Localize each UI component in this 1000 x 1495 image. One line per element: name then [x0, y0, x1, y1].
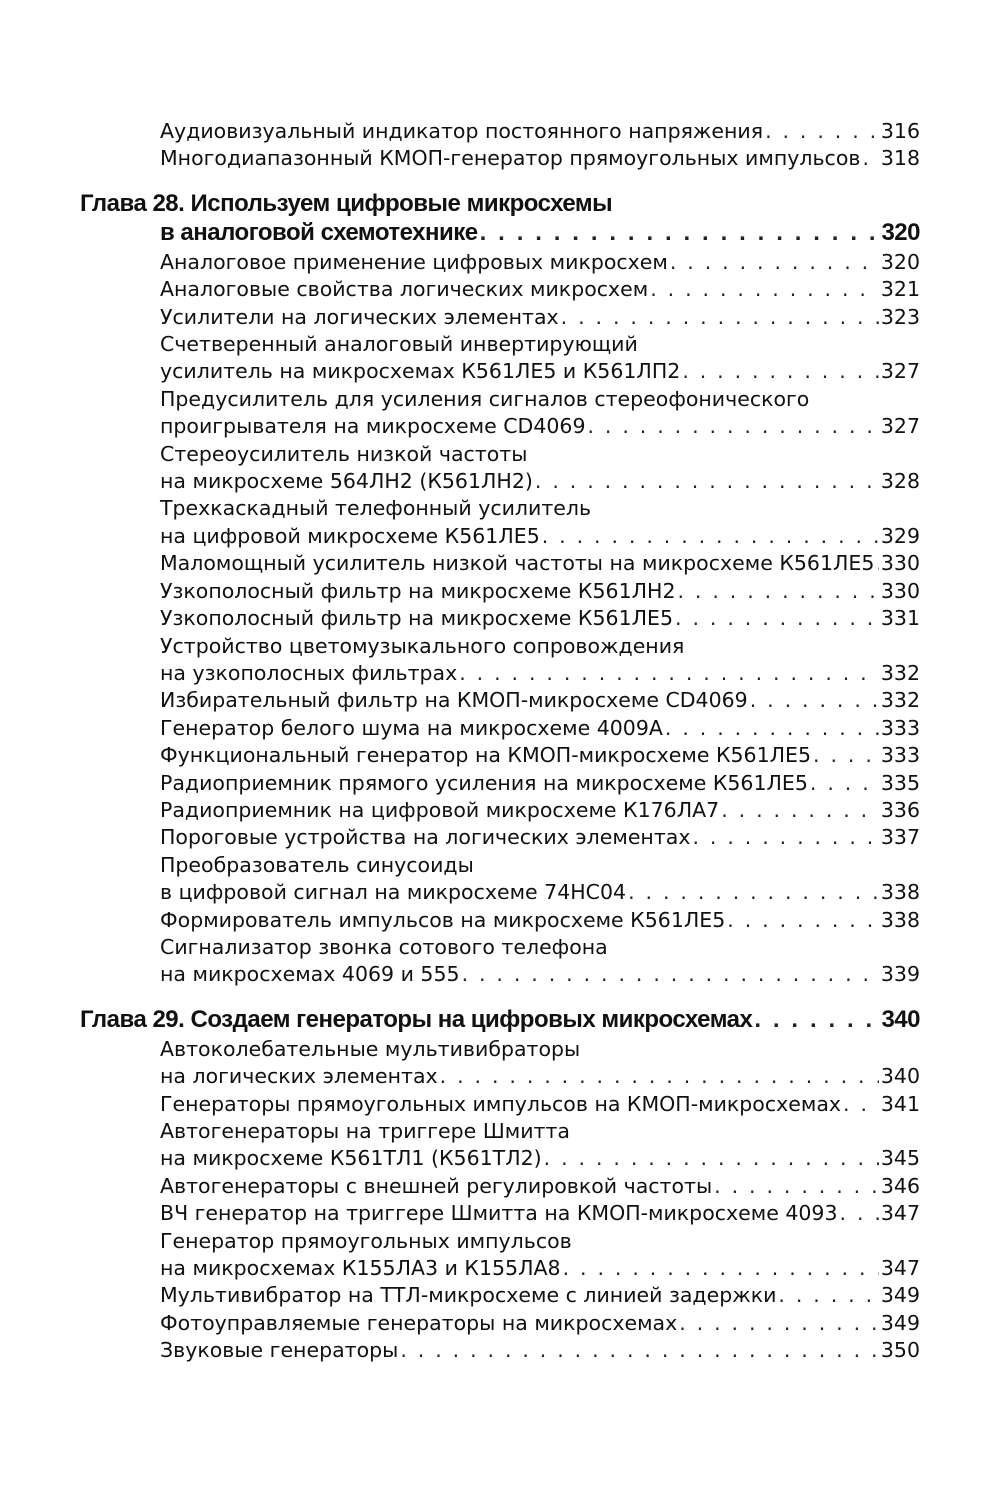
toc-entry-line: [160, 852, 920, 879]
chapter-29-label: Глава 29.: [80, 1005, 185, 1033]
toc-entry-title: Автогенераторы с внешней регулировкой частоты: [160, 1173, 713, 1198]
toc-entry-page: 318: [880, 146, 920, 171]
toc-entry[interactable]: [160, 1036, 920, 1091]
toc-entry-page: 316: [880, 119, 920, 143]
toc-entry-page: 346: [880, 1173, 920, 1198]
leader-dots: [754, 1005, 879, 1034]
toc-entry-line: [160, 1255, 920, 1282]
toc-entry-title: Фотоуправляемые генераторы на микросхемах: [160, 1310, 678, 1335]
toc-entry-title: Узкополосный фильтр на микросхеме К561ЛЕ5: [160, 606, 674, 631]
toc-entry-line: [160, 1118, 920, 1145]
chapter-28-title-line: [80, 189, 920, 218]
chapter-29-entries: [0, 1036, 1000, 1365]
leader-dots: [714, 1173, 879, 1200]
toc-entry-title: Аналоговые свойства логических микросхем: [160, 277, 649, 302]
toc-entry-title: Счетверенный аналоговый инвертирующий: [160, 332, 638, 357]
toc-entry-line: [160, 249, 920, 276]
toc-entry-title: Звуковые генераторы: [160, 1338, 399, 1363]
toc-entry-title: Генератор прямоугольных импульсов: [160, 1228, 572, 1253]
leader-dots: [840, 1200, 879, 1227]
toc-entry[interactable]: [160, 687, 920, 714]
leader-dots: [561, 304, 879, 331]
toc-entry-title: Автоколебательные мультивибраторы: [160, 1036, 581, 1061]
leader-dots: [670, 249, 879, 276]
toc-entry-title: Аналоговое применение цифровых микросхем: [160, 249, 668, 274]
toc-entry[interactable]: [160, 1173, 920, 1200]
toc-entry-line: [160, 1091, 920, 1118]
toc-entry-line: [160, 386, 920, 413]
toc-entry[interactable]: [160, 1118, 920, 1173]
toc-entry-page: 330: [880, 578, 920, 603]
toc-entry-title: Генератор белого шума на микросхеме 4009A: [160, 715, 663, 740]
toc-entry-title: Маломощный усилитель низкой частоты на микросхеме К561ЛЕ5: [160, 551, 875, 576]
toc-entry[interactable]: [160, 1310, 920, 1337]
toc-entry-page: 327: [880, 414, 920, 439]
toc-entry-line: [160, 742, 920, 769]
toc-entry-line: [160, 468, 920, 495]
toc-entry-page: 339: [880, 962, 920, 987]
toc-entry-page: 345: [880, 1146, 920, 1171]
toc-entry-line: [160, 934, 920, 961]
leader-dots: [682, 358, 879, 385]
toc-entry-title: Автогенераторы на триггере Шмитта: [160, 1119, 570, 1143]
toc-entry[interactable]: [160, 276, 920, 303]
toc-entry-title: усилитель на микросхемах К561ЛЕ5 и К561ЛП2: [160, 359, 681, 384]
toc-entry-title: Устройство цветомузыкального сопровождения: [160, 633, 685, 658]
toc-entry-line: [160, 824, 920, 851]
leader-dots: [563, 1255, 879, 1282]
toc-entry-title: на микросхемах К155ЛА3 и К155ЛА8: [160, 1256, 561, 1281]
toc-entry-line: [160, 879, 920, 906]
toc-entry-title: ВЧ генератор на триггере Шмитта на КМОП-микросхеме 4093: [160, 1201, 838, 1226]
toc-entry[interactable]: [160, 495, 920, 550]
leader-dots: [459, 660, 879, 687]
leader-dots: [778, 1282, 878, 1309]
toc-entry-title: Стереоусилитель низкой частоты: [160, 441, 528, 466]
toc-entry-page: 331: [880, 606, 920, 631]
toc-entry-page: 333: [880, 743, 920, 768]
toc-entry[interactable]: [160, 715, 920, 742]
toc-entry-line: [160, 1173, 920, 1200]
toc-entry-page: 320: [880, 249, 920, 274]
toc-entry-line: [160, 358, 920, 385]
toc-entry-page: 349: [880, 1283, 920, 1308]
toc-entry-title: на микросхеме К561ТЛ1 (К561ТЛ2): [160, 1146, 542, 1171]
toc-entry-title: Генераторы прямоугольных импульсов на КМОП-микросхемах: [160, 1091, 842, 1116]
toc-page: [0, 118, 1000, 1365]
leader-dots: [862, 145, 878, 172]
toc-entry-title: Усилители на логических элементах: [160, 304, 559, 329]
chapter-29-page: 340: [881, 1005, 920, 1033]
toc-entry-page: 338: [880, 880, 920, 905]
toc-entry[interactable]: [160, 1091, 920, 1118]
toc-entry-page: 329: [880, 523, 920, 548]
leader-dots: [692, 824, 878, 851]
leader-dots: [628, 879, 879, 906]
toc-entry-page: 338: [880, 907, 920, 932]
leader-dots: [721, 797, 879, 824]
chapter-29-heading[interactable]: [80, 1005, 920, 1034]
toc-entry-title: Избирательный фильтр на КМОП-микросхеме CD4069: [160, 688, 748, 713]
toc-entry-page: 337: [880, 825, 920, 850]
leader-dots: [727, 907, 879, 934]
toc-entry[interactable]: [160, 441, 920, 496]
toc-entry[interactable]: [160, 934, 920, 989]
chapter-29-title-1: Создаем генераторы на цифровых микросхемах: [190, 1005, 753, 1033]
toc-entry-title: на микросхеме 564ЛН2 (К561ЛН2): [160, 469, 533, 494]
toc-entry-page: 349: [880, 1310, 920, 1335]
chapter-28-title-line-2: [80, 218, 920, 247]
toc-entry-line: [160, 578, 920, 605]
toc-entry-page: 321: [880, 277, 920, 302]
toc-entry-title: Радиоприемник прямого усиления на микросхеме К561ЛЕ5: [160, 770, 808, 795]
toc-entry-line: [160, 441, 920, 468]
toc-entry-page: 330: [880, 551, 920, 576]
toc-entry-title: Трехкаскадный телефонный усилитель: [160, 496, 592, 521]
toc-entry[interactable]: [160, 578, 920, 605]
toc-entry-line: [160, 495, 920, 522]
toc-entry-title: Радиоприемник на цифровой микросхеме К176ЛА7: [160, 797, 720, 822]
toc-entry-page: 340: [880, 1064, 920, 1089]
toc-entry-line: [160, 413, 920, 440]
toc-entry-page: 323: [880, 304, 920, 329]
toc-entry-line: [160, 687, 920, 714]
toc-entry[interactable]: [160, 304, 920, 331]
chapter-28-page: 320: [881, 218, 920, 246]
chapter-28-heading[interactable]: [80, 189, 920, 247]
toc-entry-line: [160, 1228, 920, 1255]
toc-entry-page: 350: [880, 1338, 920, 1363]
toc-entry-page: 335: [880, 770, 920, 795]
chapter-29-title-line: [80, 1005, 920, 1034]
toc-entry-line: [160, 633, 920, 660]
toc-entry-title: Функциональный генератор на КМОП-микросхеме К561ЛЕ5: [160, 743, 812, 768]
toc-entry[interactable]: [160, 797, 920, 824]
leader-dots: [462, 961, 879, 988]
toc-entry-line: [160, 1036, 920, 1063]
toc-entry-line: [160, 145, 920, 172]
toc-entry-page: 332: [880, 660, 920, 685]
leader-dots: [679, 1310, 879, 1337]
toc-entry-title: Узкополосный фильтр на микросхеме К561ЛН2: [160, 578, 676, 603]
toc-entry[interactable]: [160, 331, 920, 386]
leader-dots: [750, 687, 879, 714]
toc-entry-line: [160, 550, 920, 577]
toc-entry-page: 328: [880, 469, 920, 494]
toc-entry-page: 347: [880, 1256, 920, 1281]
toc-entry-line: [160, 523, 920, 550]
leader-dots: [544, 1145, 879, 1172]
toc-entry-page: 336: [880, 797, 920, 822]
toc-entry-page: 347: [880, 1201, 920, 1226]
toc-entry-line: [160, 907, 920, 934]
toc-entry[interactable]: [160, 118, 920, 145]
toc-entry-line: [160, 660, 920, 687]
toc-entry[interactable]: [160, 1200, 920, 1227]
toc-entry-page: 327: [880, 359, 920, 384]
toc-entry[interactable]: [160, 742, 920, 769]
toc-entry-title: проигрывателя на микросхеме CD4069: [160, 414, 586, 439]
toc-entry[interactable]: [160, 824, 920, 851]
toc-entry[interactable]: [160, 386, 920, 441]
toc-entry-line: [160, 797, 920, 824]
toc-entry-title: на узкополосных фильтрах: [160, 660, 458, 685]
leader-dots: [665, 715, 879, 742]
toc-entry-line: [160, 276, 920, 303]
toc-entry-title: Аудиовизуальный индикатор постоянного напряжения: [160, 119, 764, 143]
toc-entry[interactable]: [160, 145, 920, 172]
toc-entry[interactable]: [160, 633, 920, 688]
toc-entry[interactable]: [160, 249, 920, 276]
toc-entry-title: на логических элементах: [160, 1064, 438, 1089]
leader-dots: [535, 468, 879, 495]
toc-entry-line: [160, 1063, 920, 1090]
toc-entry-title: Формирователь импульсов на микросхеме К561ЛЕ5: [160, 907, 726, 932]
toc-entry-line: [160, 961, 920, 988]
toc-entry[interactable]: [160, 1282, 920, 1309]
toc-entry-line: [160, 1145, 920, 1172]
toc-entry-line: [160, 331, 920, 358]
leader-dots: [588, 413, 879, 440]
leader-dots: [542, 523, 879, 550]
chapter-28-title-1: Используем цифровые микросхемы: [190, 189, 613, 217]
leader-dots: [650, 276, 879, 303]
toc-entry-title: Сигнализатор звонка сотового телефона: [160, 934, 608, 959]
toc-entry-page: 332: [880, 688, 920, 713]
toc-entry[interactable]: [160, 852, 920, 907]
leader-dots: [675, 605, 879, 632]
toc-entry-title: Мультивибратор на ТТЛ-микросхеме с линией задержки: [160, 1283, 777, 1308]
toc-entry-title: на цифровой микросхеме К561ЛЕ5: [160, 523, 540, 548]
toc-entry-line: [160, 1310, 920, 1337]
toc-entry-line: [160, 1337, 920, 1364]
leader-dots: [876, 550, 878, 577]
toc-entry-line: [160, 118, 920, 145]
toc-entry-title: Предусилитель для усиления сигналов стереофонического: [160, 386, 810, 411]
toc-entry-title: на микросхемах 4069 и 555: [160, 962, 460, 987]
chapter-28-title-2: в аналоговой схемотехнике: [160, 218, 478, 246]
toc-entry-line: [160, 770, 920, 797]
leader-dots: [813, 742, 879, 769]
toc-entry[interactable]: [160, 770, 920, 797]
toc-entry-title: Преобразователь синусоиды: [160, 852, 474, 877]
toc-entry[interactable]: [160, 1337, 920, 1364]
toc-entry-line: [160, 605, 920, 632]
toc-pre-entries: [0, 118, 1000, 173]
chapter-28-entries: [0, 249, 1000, 989]
toc-entry-line: [160, 304, 920, 331]
chapter-28-label: Глава 28.: [80, 189, 185, 217]
leader-dots: [440, 1063, 879, 1090]
toc-entry-title: Пороговые устройства на логических элементах: [160, 825, 691, 850]
leader-dots: [810, 770, 879, 797]
toc-entry[interactable]: [160, 605, 920, 632]
toc-entry-title: в цифровой сигнал на микросхеме 74HC04: [160, 880, 627, 905]
toc-entry[interactable]: [160, 907, 920, 934]
toc-entry-line: [160, 1282, 920, 1309]
toc-entry[interactable]: [160, 1228, 920, 1283]
leader-dots: [765, 118, 879, 145]
toc-entry-line: [160, 1200, 920, 1227]
leader-dots: [843, 1091, 879, 1118]
toc-entry-page: 341: [880, 1091, 920, 1116]
toc-entry-page: 333: [880, 715, 920, 740]
toc-entry-line: [160, 715, 920, 742]
leader-dots: [480, 218, 880, 247]
leader-dots: [400, 1337, 879, 1364]
toc-entry[interactable]: [160, 550, 920, 577]
leader-dots: [677, 578, 878, 605]
toc-entry-title: Многодиапазонный КМОП-генератор прямоугольных импульсов: [160, 146, 861, 171]
